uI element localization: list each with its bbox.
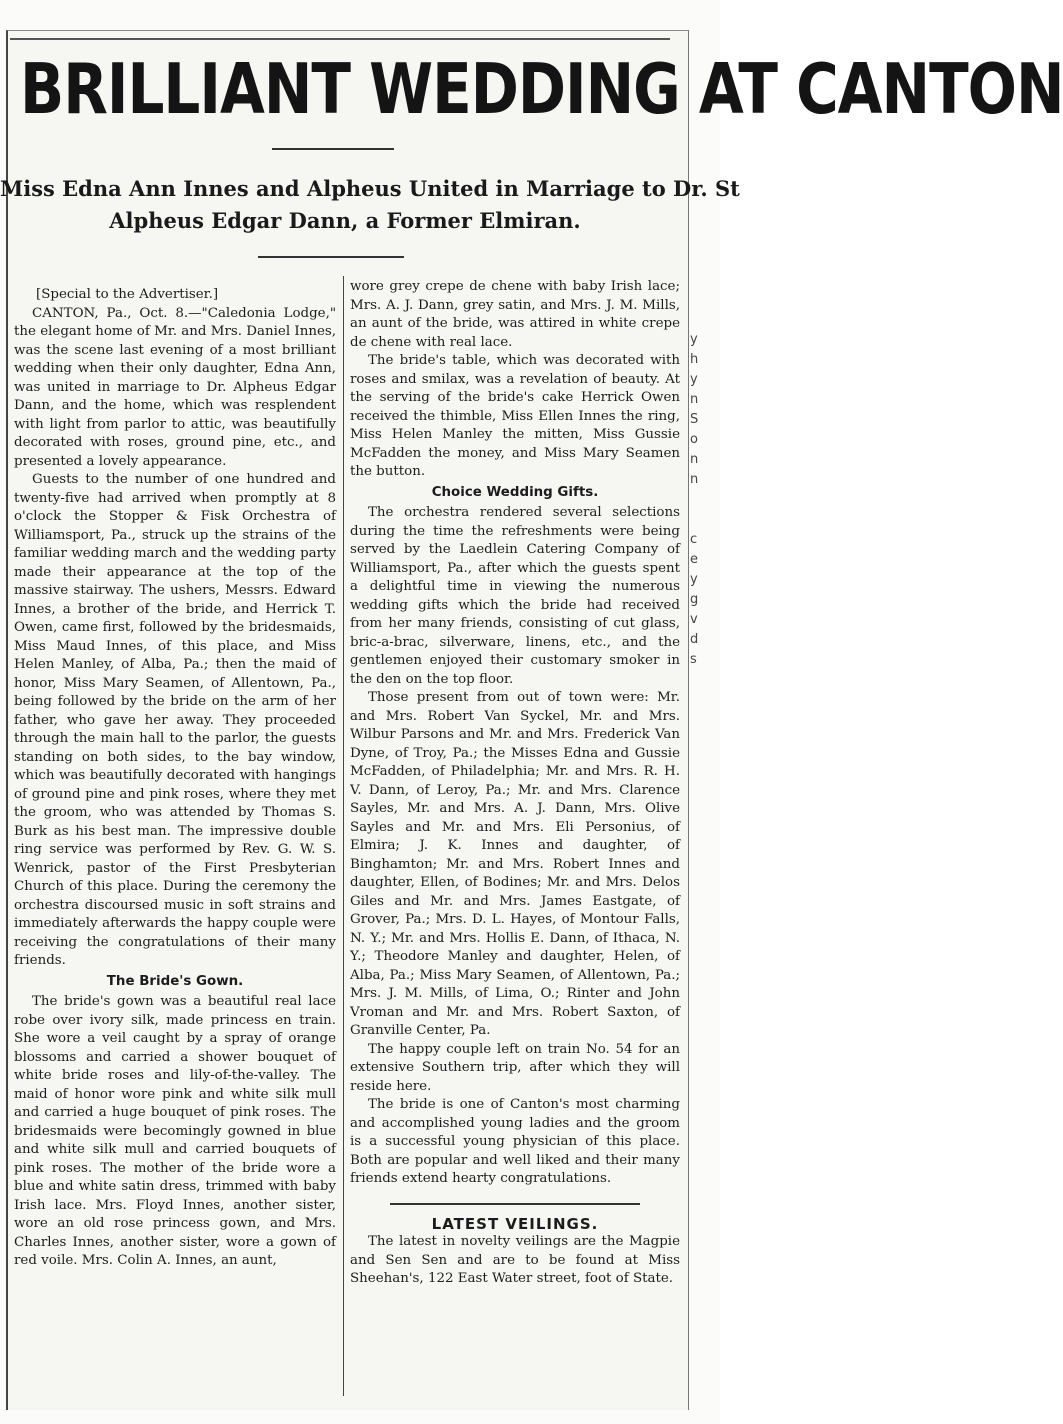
edge-letter: o [690, 432, 698, 447]
dateline-credit: [Special to the Advertiser.] [36, 287, 219, 302]
paragraph: CANTON, Pa., Oct. 8.—"Caledonia Lodge," the elegant home of Mr. and Mrs. Daniel Innes, was the scene last evening of a most brilliant wedding when their only daughter, Edna Ann, was united in marriage to Dr. Alpheus Edgar Dann, and the home, which was resplendent with light from parlor to attic, was beautifully decorated with roses, ground pine, etc., and presented a lovely appearance. [14, 305, 336, 469]
paragraph: The happy couple left on train No. 54 for an extensive Southern trip, after which they will reside here. [350, 1041, 680, 1094]
paragraph: The bride's gown was a beautiful real lace robe over ivory silk, made princess en train. She wore a veil caught by a spray of orange blossoms and carried a shower bouquet of white bride roses and lily-of-the-valley. The maid of honor wore pink and white silk mull and carried a huge bouquet of pink roses. The bridesmaids were becomingly gowned in blue and white silk mull and carried bouquets of pink roses. The mother of the bride wore a blue and white satin dress, trimmed with baby Irish lace. Mrs. Floyd Innes, another sister, wore an old rose princess gown, and Mrs. Charles Innes, another sister, wore a gown of red voile. Mrs. Colin A. Innes, an aunt, [14, 994, 336, 1268]
column-divider [343, 276, 344, 1396]
headline: BRILLIANT WEDDING AT CANTON [20, 48, 1063, 130]
edge-letter: y [690, 572, 698, 587]
section-title-gifts: Choice Wedding Gifts. [431, 484, 599, 500]
edge-letter: n [690, 452, 699, 467]
article-column-2 [350, 278, 680, 1403]
paragraph: Those present from out of town were: Mr. and Mrs. Robert Van Syckel, Mr. and Mrs. Wilbur Parsons and Mr. and Mrs. Frederick Van Dyne, of Troy, Pa.; the Misses Edna and Gussie McFadden, of Philadelphia; Mr. and Mrs. R. H. V. Dann, of Leroy, Pa.; Mr. and Mrs. Clarence Sayles, Mr. and Mrs. A. J. Dann, Mrs. Olive Sayles and Mr. and Mrs. Eli Personius, of Elmira; J. K. Innes and daughter, of Binghamton; Mr. and Mrs. Robert Innes and daughter, Ellen, of Bodines; Mr. and Mrs. Delos Giles and Mr. and Mrs. James Eastgate, of Grover, Pa.; Mrs. D. L. Hayes, of Montour Falls, N. Y.; Mr. and Mrs. Hollis E. Dann, of Ithaca, N. Y.; Theodore Manley and daughter, Helen, of Alba, Pa.; Miss Mary Seamen, of Allentown, Pa.; Mrs. J. M. Mills, of Lima, O.; Rinter and John Vroman and Mr. and Mrs. Robert Saxton, of Granville Center, Pa. [350, 690, 680, 1038]
edge-letter: d [690, 632, 699, 647]
subhead-divider [258, 256, 404, 258]
edge-letter: S [690, 412, 699, 427]
section-title-gown: The Bride's Gown. [106, 973, 244, 989]
article-column-1 [14, 286, 336, 1401]
right-column-border [688, 30, 689, 1410]
edge-letter: s [690, 652, 697, 667]
edge-letter: c [690, 532, 698, 547]
section-title-veilings: LATEST VEILINGS. [431, 1214, 599, 1233]
paragraph: The orchestra rendered several selections during the time the refreshments were being served by the Laedlein Catering Company of Williamsport, Pa., after which the guests spent a delightful time in viewing the numerous wedding gifts which the bride had received from her many friends, consisting of cut glass, bric-a-brac, silverware, linens, etc., and the gentlemen enjoyed their customary smoker in the den on the top floor. [350, 505, 680, 687]
adjacent-column-fragment [690, 170, 712, 1370]
edge-letter: h [690, 352, 699, 367]
edge-letter: g [690, 592, 699, 607]
paragraph: The latest in novelty veilings are the Magpie and Sen Sen and are to be found at Miss Sheehan's, 122 East Water street, foot of State. [350, 1234, 680, 1286]
paragraph: The bride's table, which was decorated with roses and smilax, was a revelation of beauty. At the serving of the bride's cake Herrick Owen received the thimble, Miss Ellen Innes the ring, Miss Helen Manley the mitten, Miss Gussie McFadden the money, and Miss Mary Seamen the button. [350, 353, 680, 479]
edge-letter: n [690, 392, 699, 407]
subhead-line-1: Miss Edna Ann Innes and Alpheus United in Marriage to Dr. St [0, 176, 740, 201]
paragraph: wore grey crepe de chene with baby Irish lace; Mrs. A. J. Dann, grey satin, and Mrs. J. M. Mills, an aunt of the bride, was attired in white crepe de chene with real lace. [350, 279, 680, 350]
top-rule [10, 38, 670, 40]
edge-letter: v [690, 612, 698, 627]
headline-divider [272, 148, 394, 150]
subhead-line-2: Alpheus Edgar Dann, a Former Elmiran. [109, 208, 581, 233]
edge-letter: n [690, 472, 699, 487]
paragraph: The bride is one of Canton's most charming and accomplished young ladies and the groom is a successful young physician of this place. Both are popular and well liked and their many friends extend hearty congratulations. [350, 1097, 680, 1186]
edge-letter: e [690, 552, 698, 567]
edge-letter: y [690, 372, 698, 387]
edge-letter: y [690, 332, 698, 347]
section-divider [390, 1203, 640, 1205]
paragraph: Guests to the number of one hundred and twenty-five had arrived when promptly at 8 o'clock the Stopper & Fisk Orchestra of Williamsport, Pa., struck up the strains of the familiar wedding march and the wedding party made their appearance at the top of the massive stairway. The ushers, Messrs. Edward Innes, a brother of the bride, and Herrick T. Owen, came first, followed by the bridesmaids, Miss Maud Innes, of this place, and Miss Helen Manley, of Alba, Pa.; then the maid of honor, Miss Mary Seamen, of Allentown, Pa., being followed by the bride on the arm of her father, who gave her away. They proceeded through the main hall to the parlor, the guests standing on both sides, to the bay window, which was beautifully decorated with hangings of ground pine and pink roses, where they met the groom, who was attended by Thomas S. Burk as his best man. The impressive double ring service was performed by Rev. G. W. S. Wenrick, pastor of the First Presbyterian Church of this place. During the ceremony the orchestra discoursed music in soft strains and immediately afterwards the happy couple were receiving the congratulations of their many friends. [14, 472, 336, 968]
